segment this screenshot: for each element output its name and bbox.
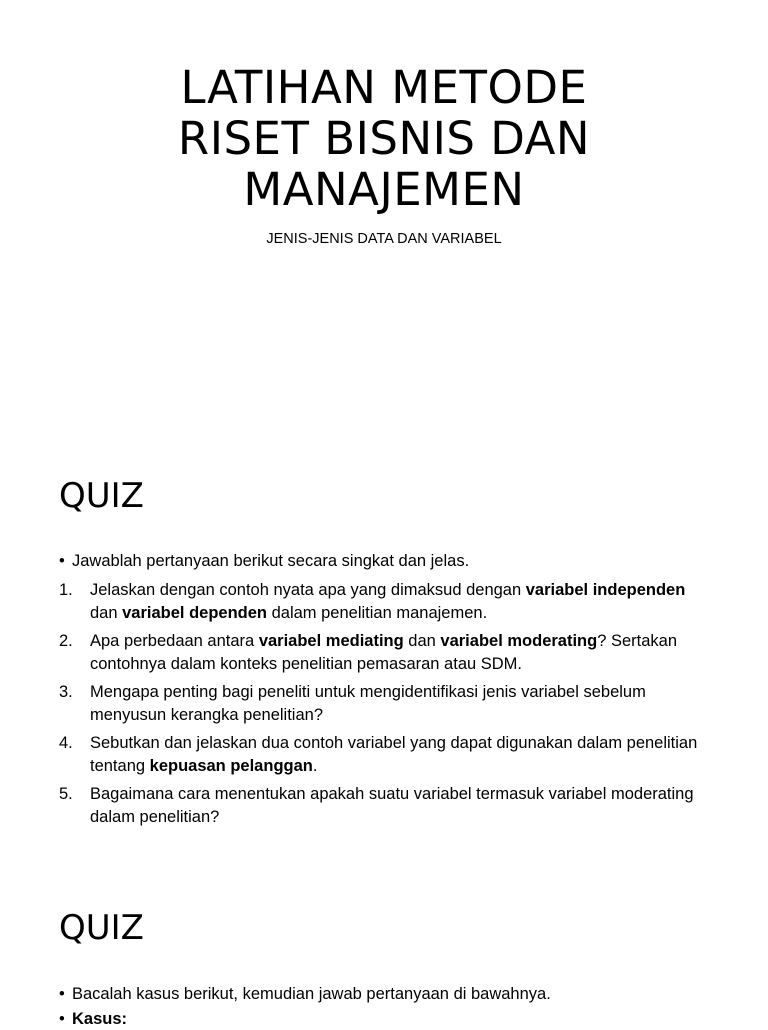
title-line-2: RISET BISNIS DAN [177, 112, 591, 165]
case-label: Kasus: [72, 1010, 128, 1028]
question-keyword: variabel independen [525, 581, 686, 599]
question-keyword: variabel dependen [122, 603, 268, 622]
question-text: dan [403, 632, 441, 650]
question-item [59, 681, 699, 726]
question-number: 1. [59, 581, 73, 599]
quiz-intro-1 [59, 550, 469, 572]
question-text: dalam penelitian manajemen. [267, 603, 488, 622]
question-text: dan [90, 603, 123, 622]
question-item [59, 630, 699, 675]
question-number: 5. [59, 785, 73, 803]
subtitle: JENIS-JENIS DATA DAN VARIABEL [266, 231, 502, 247]
quiz-intro-text-2: Bacalah kasus berikut, kemudian jawab pertanyaan di bawahnya. [72, 985, 551, 1003]
question-number: 4. [59, 734, 73, 752]
quiz-intro-text: Jawablah pertanyaan berikut secara singkat dan jelas. [72, 552, 470, 570]
bullet-dot: • [59, 1010, 65, 1028]
question-text: Bagaimana cara menentukan apakah suatu variabel termasuk variabel moderating dalam penelitian? [90, 785, 694, 826]
question-text: Jelaskan dengan contoh nyata apa yang dimaksud dengan [90, 581, 526, 599]
question-number: 2. [59, 632, 73, 650]
question-text: Sebutkan dan jelaskan dua contoh variabel yang dapat digunakan dalam penelitian tentang [90, 734, 698, 775]
question-number: 3. [59, 683, 73, 701]
bullet-dot: • [59, 552, 65, 570]
question-text: ? Sertakan contohnya dalam konteks penelitian pemasaran atau SDM. [90, 632, 678, 673]
question-text: Apa perbedaan antara [90, 632, 259, 650]
case-label-item [59, 1008, 127, 1030]
question-list [59, 579, 699, 834]
question-keyword: variabel mediating [258, 632, 404, 650]
question-item [59, 732, 699, 777]
question-keyword: variabel moderating [440, 632, 598, 650]
quiz-intro-2 [59, 983, 551, 1005]
quiz-heading-1: QUIZ [59, 476, 144, 516]
main-title [0, 62, 768, 215]
bullet-dot: • [59, 985, 65, 1003]
quiz-heading-2: QUIZ [59, 908, 144, 948]
title-line-3: MANAJEMEN [243, 163, 525, 216]
question-keyword: kepuasan pelanggan [149, 756, 313, 775]
question-text: Mengapa penting bagi peneliti untuk mengidentifikasi jenis variabel sebelum menyusun kerangka penelitian? [90, 683, 646, 724]
question-text: . [312, 756, 318, 775]
title-line-1: LATIHAN METODE [180, 61, 588, 114]
title-slide [0, 0, 768, 432]
question-item [59, 579, 699, 624]
question-item [59, 783, 699, 828]
